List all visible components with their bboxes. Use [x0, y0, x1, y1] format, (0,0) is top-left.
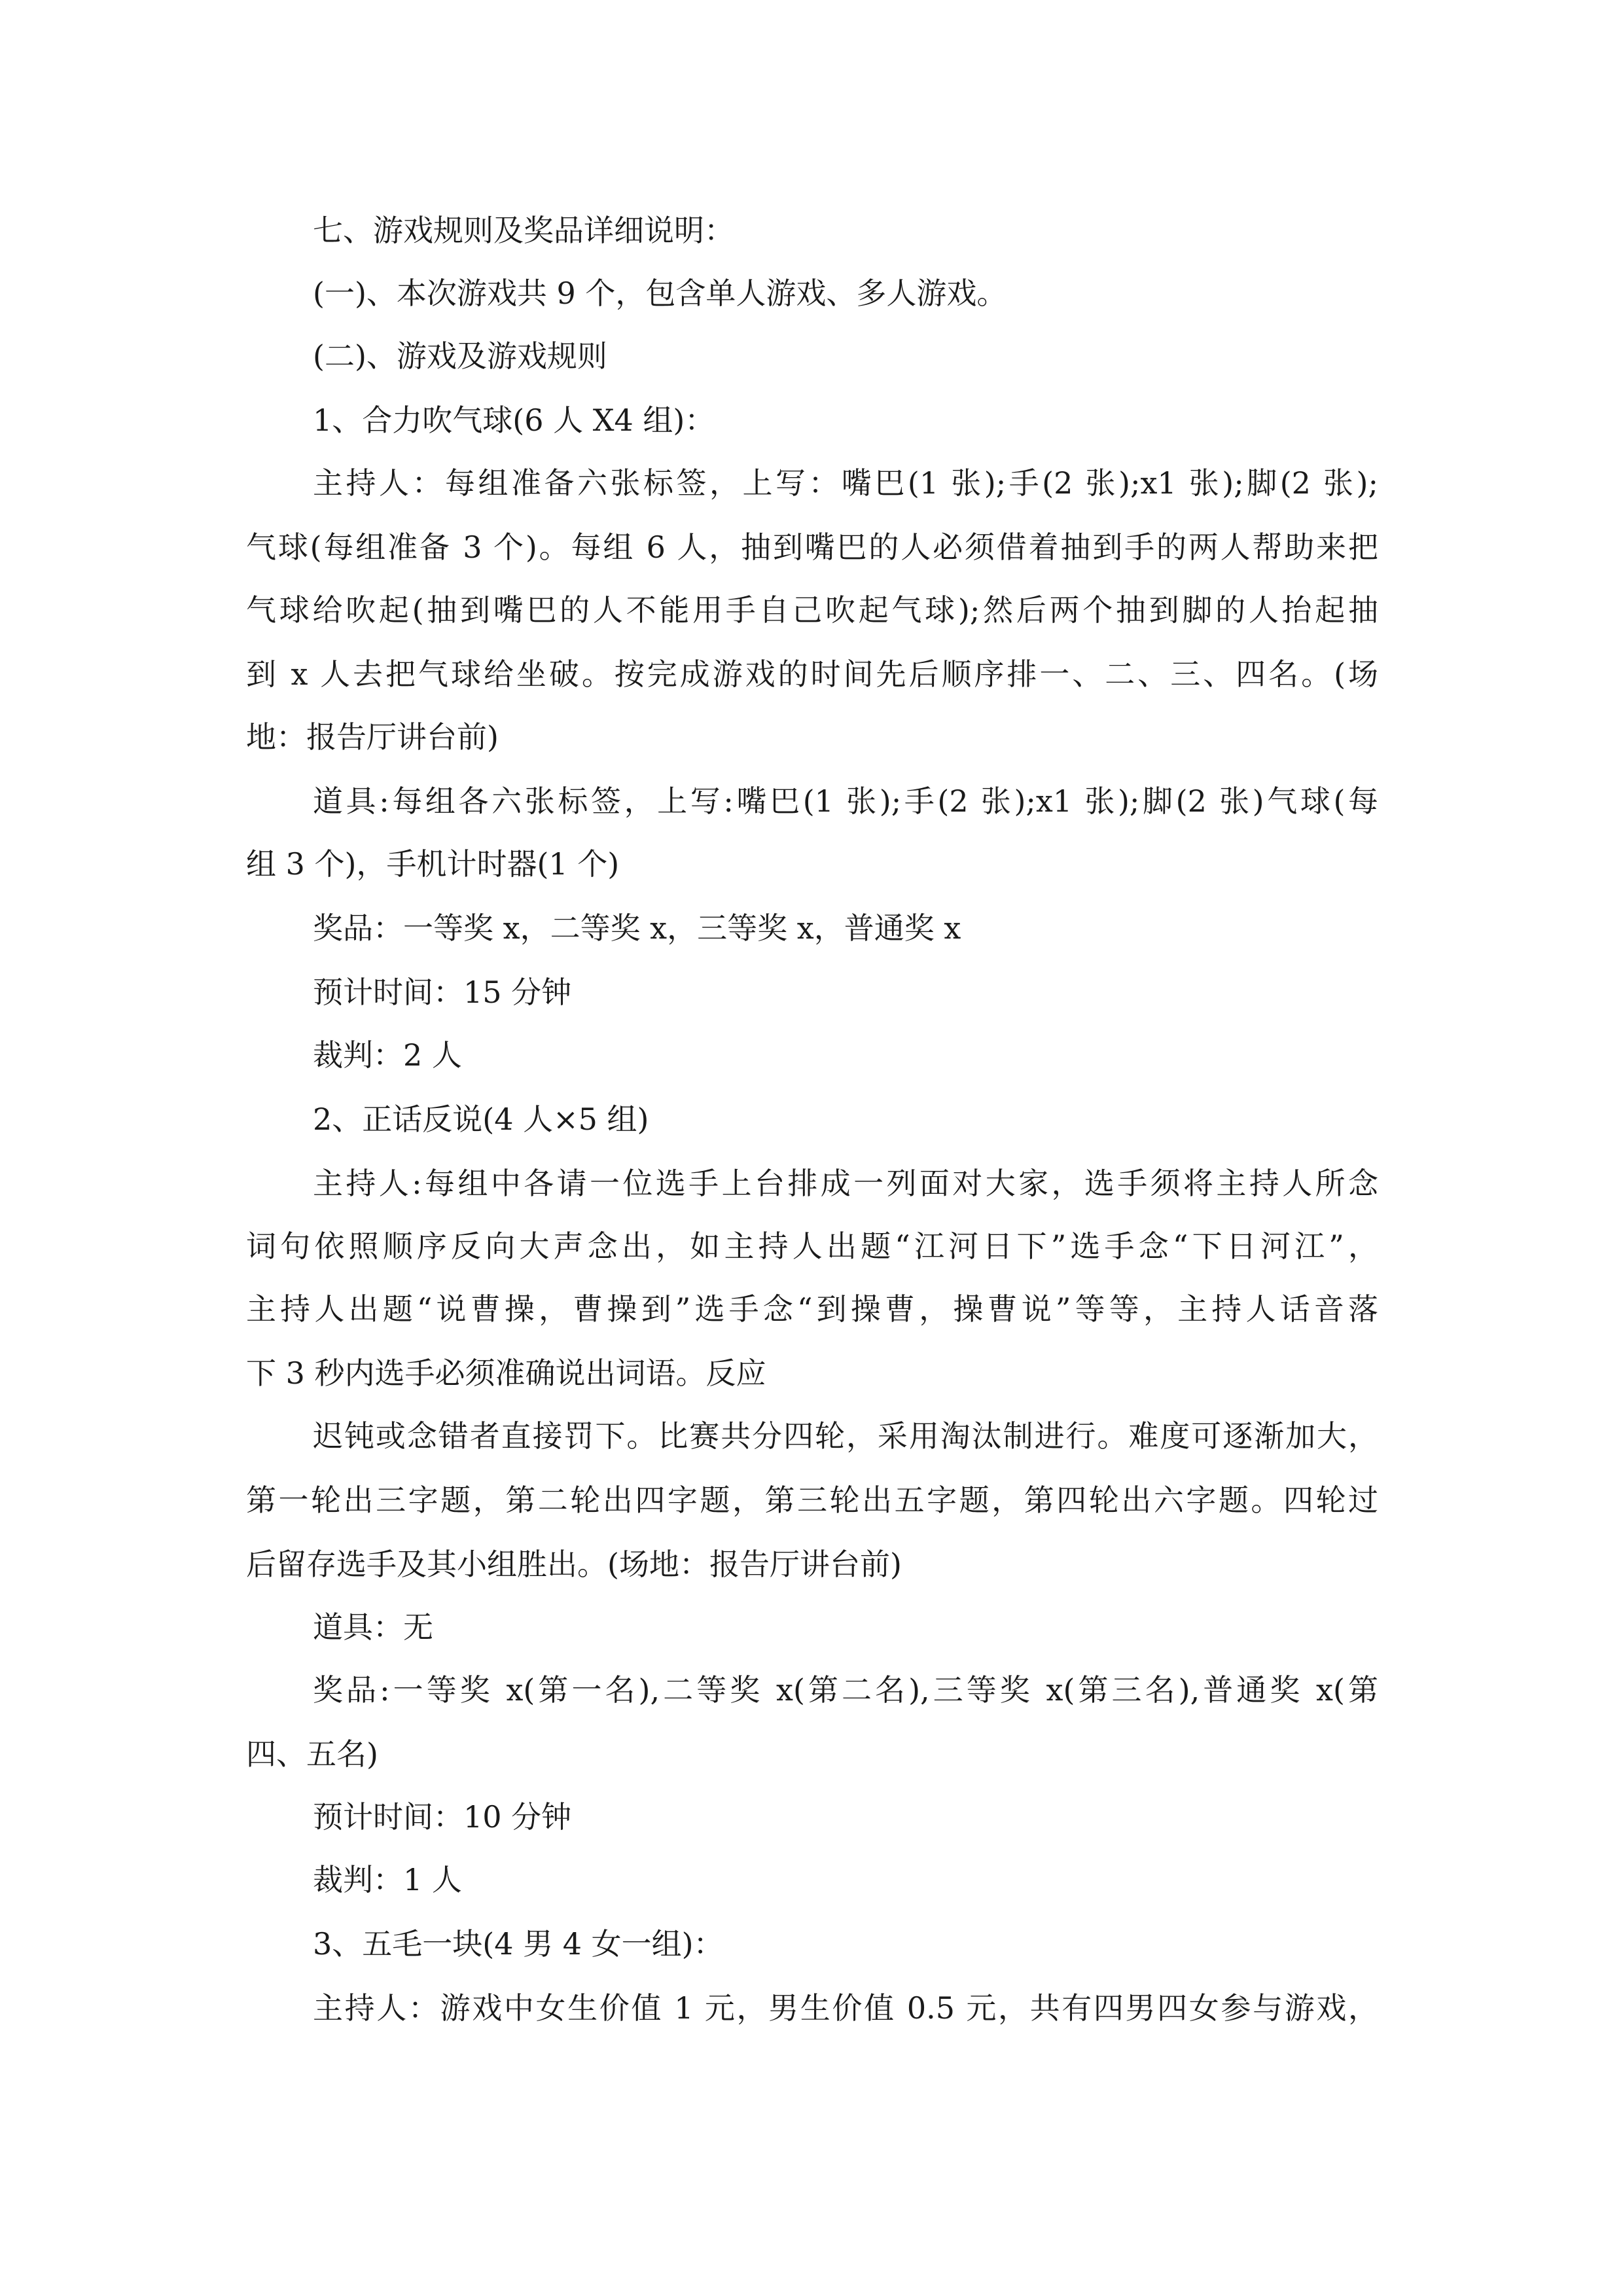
paragraph-line: 预计时间：15 分钟: [313, 975, 572, 1010]
paragraph-line: 词句依照顺序反向大声念出，如主持人出题“江河日下”选手念“下日河江”，: [246, 1229, 1378, 1264]
paragraph-line: 道具：无: [313, 1609, 433, 1645]
paragraph-line: 主持人：游戏中女生价值 1 元，男生价值 0.5 元，共有四男四女参与游戏，: [313, 1990, 1378, 2026]
paragraph-line: 主持人:每组中各请一位选手上台排成一列面对大家，选手须将主持人所念: [313, 1166, 1378, 1201]
paragraph-line: 后留存选手及其小组胜出。(场地：报告厅讲台前): [246, 1547, 902, 1582]
paragraph-line: 奖品:一等奖 x(第一名),二等奖 x(第二名),三等奖 x(第三名),普通奖 x(第: [313, 1672, 1378, 1708]
paragraph-line: 裁判：2 人: [313, 1037, 462, 1073]
paragraph-line: 道具:每组各六张标签，上写:嘴巴(1 张);手(2 张);x1 张);脚(2 张)气球(每: [313, 783, 1378, 819]
game-heading: 3、五毛一块(4 男 4 女一组)：: [313, 1926, 724, 1962]
subsection-heading: (二)、游戏及游戏规则: [313, 338, 607, 374]
paragraph-line: 迟钝或念错者直接罚下。比赛共分四轮，采用淘汰制进行。难度可逐渐加大，: [313, 1418, 1378, 1454]
paragraph-line: 主持人出题“说曹操，曹操到”选手念“到操曹，操曹说”等等，主持人话音落: [246, 1291, 1378, 1327]
paragraph-line: 组 3 个)，手机计时器(1 个): [246, 846, 620, 882]
paragraph-line: 主持人：每组准备六张标签，上写：嘴巴(1 张);手(2 张);x1 张);脚(2 张);: [313, 465, 1378, 501]
game-heading: 1、合力吹气球(6 人 X4 组)：: [313, 403, 715, 438]
paragraph-line: 气球(每组准备 3 个)。每组 6 人，抽到嘴巴的人必须借着抽到手的两人帮助来把: [246, 529, 1378, 565]
paragraph-line: (一)、本次游戏共 9 个，包含单人游戏、多人游戏。: [313, 276, 1007, 311]
paragraph-line: 地：报告厅讲台前): [246, 719, 499, 755]
paragraph-line: 奖品：一等奖 x，二等奖 x，三等奖 x，普通奖 x: [313, 910, 961, 946]
section-heading: 七、游戏规则及奖品详细说明：: [313, 213, 734, 248]
paragraph-line: 第一轮出三字题，第二轮出四字题，第三轮出五字题，第四轮出六字题。四轮过: [246, 1482, 1378, 1518]
paragraph-line: 裁判：1 人: [313, 1862, 462, 1897]
paragraph-line: 到 x 人去把气球给坐破。按完成游戏的时间先后顺序排一、二、三、四名。(场: [246, 656, 1378, 692]
paragraph-line: 四、五名): [246, 1736, 378, 1772]
paragraph-line: 下 3 秒内选手必须准确说出词语。反应: [246, 1355, 766, 1391]
paragraph-line: 预计时间：10 分钟: [313, 1799, 572, 1835]
game-heading: 2、正话反说(4 人×5 组): [313, 1102, 649, 1137]
paragraph-line: 气球给吹起(抽到嘴巴的人不能用手自己吹起气球);然后两个抽到脚的人抬起抽: [246, 592, 1378, 628]
